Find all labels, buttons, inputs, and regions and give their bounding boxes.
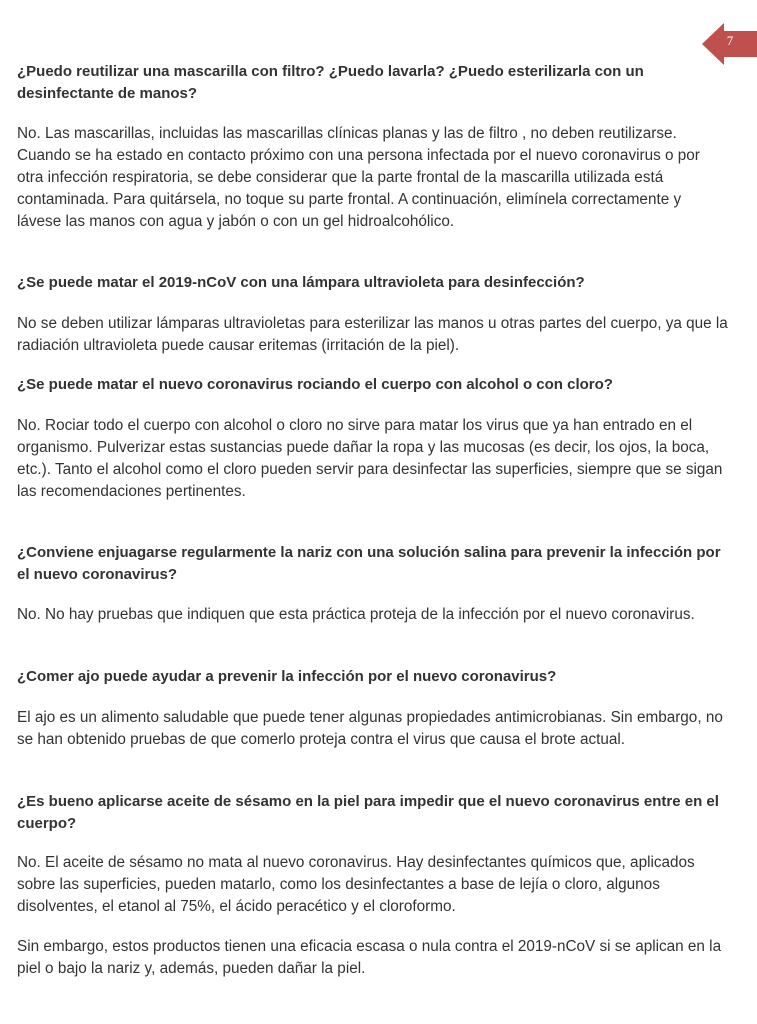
faq-question: ¿Se puede matar el nuevo coronavirus rociando el cuerpo con alcohol o con cloro? [17, 376, 613, 393]
faq-answer: No. Las mascarillas, incluidas las mascarillas clínicas planas y las de filtro , no deben reutilizarse. Cuando se ha estado en contacto próximo con una persona infectada por el nuevo coronavirus o por otra infección respiratoria, se debe considerar que la parte frontal de la mascarilla utilizada está contaminada. Para quitársela, no toque su parte frontal. A continuación, elimínela correctamente y lávese las manos con agua y jabón o con un gel hidroalcohólico. [17, 125, 700, 230]
faq-answer: No. No hay pruebas que indiquen que esta práctica proteja de la infección por el nuevo coronavirus. [17, 606, 695, 623]
faq-answer: No. Rociar todo el cuerpo con alcohol o cloro no sirve para matar los virus que ya han entrado en el organismo. Pulverizar estas sustancias puede dañar la ropa y las mucosas (es decir, los ojos, la boca, etc.). Tanto el alcohol como el cloro pueden servir para desinfectar las superficies, siempre que se sigan las recomendaciones pertinentes. [17, 417, 723, 500]
faq-question: ¿Es bueno aplicarse aceite de sésamo en la piel para impedir que el nuevo coronavirus entre en el cuerpo? [17, 793, 719, 832]
page-number-badge [702, 23, 757, 65]
faq-question: ¿Puedo reutilizar una mascarilla con filtro? ¿Puedo lavarla? ¿Puedo esterilizarla con un desinfectante de manos? [17, 63, 644, 102]
faq-answer: El ajo es un alimento saludable que puede tener algunas propiedades antimicrobianas. Sin embargo, no se han obtenido pruebas de que comerlo proteja contra el virus que causa el brote actual. [17, 709, 723, 748]
faq-question: ¿Comer ajo puede ayudar a prevenir la infección por el nuevo coronavirus? [17, 668, 557, 685]
faq-answer: No se deben utilizar lámparas ultravioletas para esterilizar las manos u otras partes del cuerpo, ya que la radiación ultravioleta puede causar eritemas (irritación de la piel). [17, 315, 728, 354]
faq-answer: Sin embargo, estos productos tienen una eficacia escasa o nula contra el 2019-nCoV si se aplican en la piel o bajo la nariz y, además, pueden dañar la piel. [17, 938, 722, 977]
page-number: 7 [726, 33, 734, 48]
faq-question: ¿Se puede matar el 2019-nCoV con una lámpara ultravioleta para desinfección? [17, 274, 585, 291]
faq-answer: No. El aceite de sésamo no mata al nuevo coronavirus. Hay desinfectantes químicos que, aplicados sobre las superficies, pueden matarlo, como los desinfectantes a base de lejía o cloro, algunos disolventes, el etanol al 75%, el ácido peracético y el cloroformo. [17, 854, 695, 915]
faq-question: ¿Conviene enjuagarse regularmente la nariz con una solución salina para prevenir la infección por el nuevo coronavirus? [17, 544, 721, 583]
